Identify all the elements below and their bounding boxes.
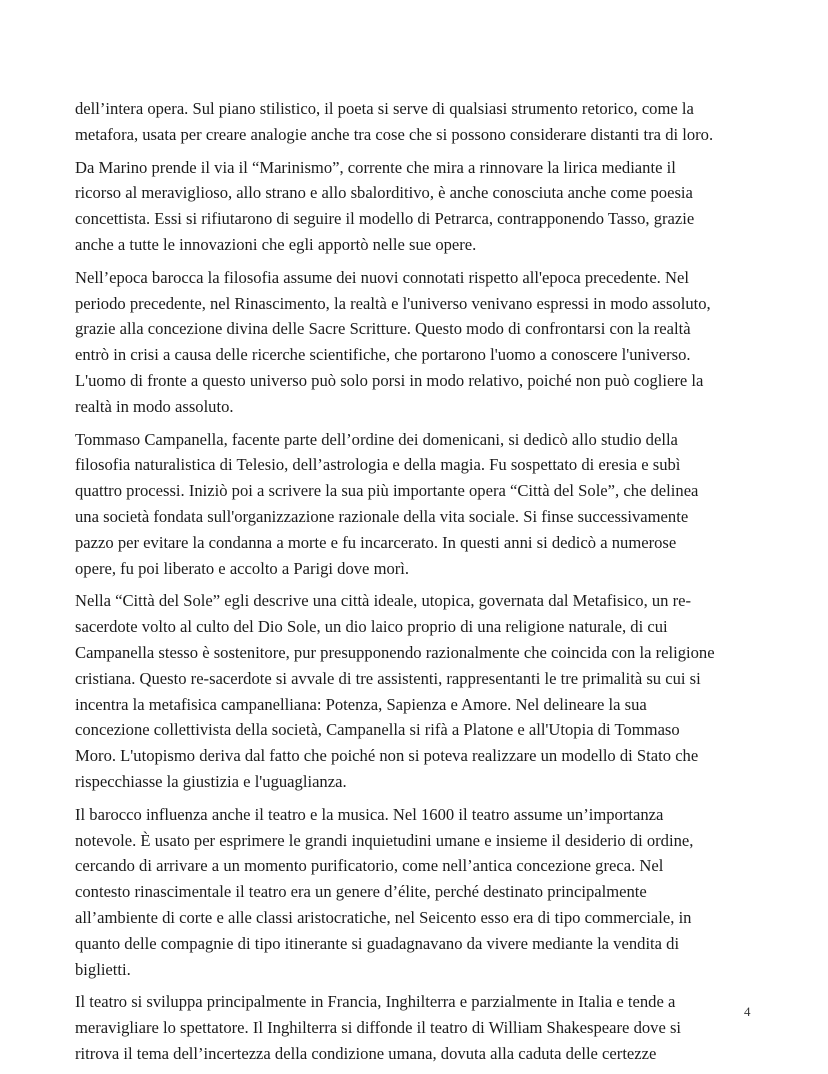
text-line: L'uomo di fronte a questo universo può solo porsi in modo relativo, poiché non può cogliere la	[75, 370, 704, 390]
paragraph-marino-style	[75, 96, 755, 148]
text-line: opere, fu poi liberato e accolto a Parigi dove morì.	[75, 558, 410, 578]
text-line: cristiana. Questo re-sacerdote si avvale di tre assistenti, rappresentanti le tre primalità su cui si	[75, 668, 701, 688]
text-line: anche a tutte le innovazioni che egli apportò nelle sue opere.	[75, 234, 477, 254]
text-line: Moro. L'utopismo deriva dal fatto che poiché non si poteva realizzare un modello di Stato che	[75, 746, 699, 766]
text-line: contesto rinascimentale il teatro era un genere d’élite, perché destinato principalmente	[75, 882, 647, 902]
text-line: meravigliare lo spettatore. Il Inghilterra si diffonde il teatro di William Shakespeare dove si	[75, 1018, 682, 1038]
text-line: Tommaso Campanella, facente parte dell’ordine dei domenicani, si dedicò allo studio della	[75, 429, 678, 449]
text-line: dell’intera opera. Sul piano stilistico, il poeta si serve di qualsiasi strumento retorico, come la	[75, 99, 694, 118]
page-number: 4	[744, 1004, 751, 1019]
text-line: ritrova il tema dell’incertezza della condizione umana, dovuta alla caduta delle certezze	[75, 1043, 657, 1063]
text-line: all’ambiente di corte e alle classi aristocratiche, nel Seicento esso era di tipo commerciale, in	[75, 907, 692, 927]
paragraph-theatre-europe	[75, 989, 755, 1066]
text-line: incentra la metafisica campanelliana: Potenza, Sapienza e Amore. Nel delineare la sua	[75, 694, 647, 714]
text-line: Nell’epoca barocca la filosofia assume dei nuovi connotati rispetto all'epoca precedente. Nel	[75, 267, 689, 287]
text-line: periodo precedente, nel Rinascimento, la realtà e l'universo venivano espressi in modo assoluto,	[75, 293, 711, 313]
paragraph-campanella	[75, 427, 755, 582]
text-line: sacerdote volto al culto del Dio Sole, un dio laico proprio di una religione naturale, di cui	[75, 617, 668, 637]
text-line: pazzo per evitare la condanna a morte e fu incarcerato. In questi anni si dedicò a numerose	[75, 532, 677, 552]
text-line: Da Marino prende il via il “Marinismo”, corrente che mira a rinnovare la lirica mediante il	[75, 157, 676, 177]
text-line: concezione collettivista della società, Campanella si rifà a Platone e all'Utopia di Tommaso	[75, 720, 680, 740]
text-line: filosofia naturalistica di Telesio, dell’astrologia e della magia. Fu sospettato di eresia e subì	[75, 455, 681, 475]
text-line: quattro processi. Iniziò poi a scrivere la sua più importante opera “Città del Sole”, che delinea	[75, 481, 699, 501]
paragraph-baroque-theatre	[75, 802, 755, 983]
text-line: realtà in modo assoluto.	[75, 396, 234, 416]
paragraph-citta-del-sole	[75, 588, 755, 794]
text-line: Il teatro si sviluppa principalmente in Francia, Inghilterra e parzialmente in Italia e tende a	[75, 992, 676, 1012]
text-line: Campanella stesso è sostenitore, pur presupponendo razionalmente che coincida con la religione	[75, 642, 715, 662]
text-line: metafora, usata per creare analogie anche tra cose che si possono considerare distanti tra di loro.	[75, 124, 714, 144]
text-line: rispecchiasse la giustizia e l'uguaglianza.	[75, 771, 347, 791]
page-body-text	[75, 96, 755, 1074]
text-line: Nella “Città del Sole” egli descrive una città ideale, utopica, governata dal Metafisico, un re-	[75, 591, 692, 611]
text-line: ricorso al meraviglioso, allo strano e allo sbalorditivo, è anche conosciuta anche come poesia	[75, 183, 693, 203]
text-line: quanto delle compagnie di tipo itinerante si guadagnavano da vivere mediante la vendita di	[75, 933, 680, 953]
text-line: entrò in crisi a causa delle ricerche scientifiche, che portarono l'uomo a conoscere l'universo.	[75, 345, 691, 365]
text-line: biglietti.	[75, 959, 131, 979]
text-line: notevole. È usato per esprimere le grandi inquietudini umane e insieme il desiderio di ordine,	[75, 830, 694, 850]
text-line: Il barocco influenza anche il teatro e la musica. Nel 1600 il teatro assume un’importanza	[75, 804, 664, 824]
paragraph-marinismo	[75, 155, 755, 258]
paragraph-baroque-philosophy	[75, 265, 755, 420]
text-line: cercando di arrivare a un momento purificatorio, come nell’antica concezione greca. Nel	[75, 856, 664, 876]
text-line: grazie alla concezione divina delle Sacre Scritture. Questo modo di confrontarsi con la realtà	[75, 319, 691, 339]
text-line: una società fondata sull'organizzazione razionale della vita sociale. Si finse successivamente	[75, 506, 689, 526]
text-line: concettista. Essi si rifiutarono di seguire il modello di Petrarca, contrapponendo Tasso, grazie	[75, 209, 695, 229]
